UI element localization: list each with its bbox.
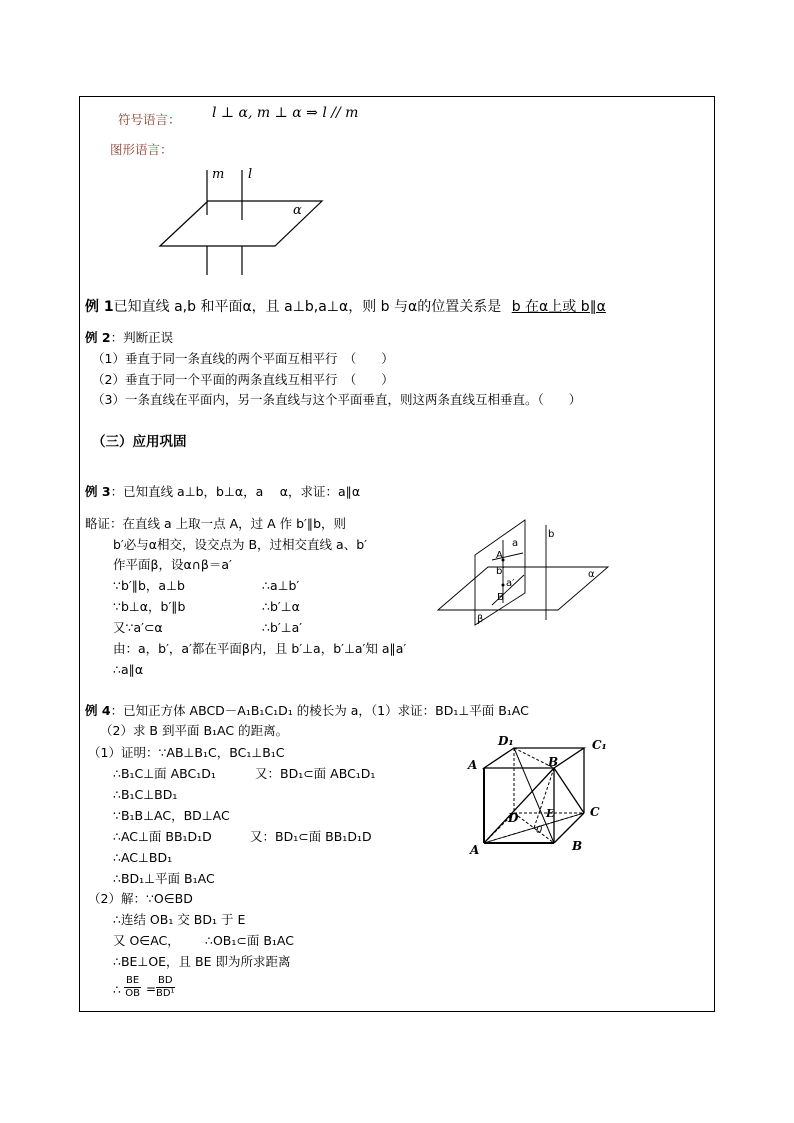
- ex3-proof-line: ∴a∥α: [113, 662, 144, 677]
- cube-label-D: D: [508, 811, 519, 825]
- example1-text: 已知直线 a,b 和平面α，且 a⊥b,a⊥α，则 b 与α的位置关系是: [113, 299, 502, 315]
- line-l-label: l: [248, 167, 253, 182]
- ex4-proof-line: ∴AC⊥面 BB₁D₁D: [113, 829, 212, 844]
- figure-language-label: 图形语言：: [110, 142, 173, 157]
- cube-label-E: E: [546, 807, 555, 820]
- ex3-proof-line: 作平面β，设α∩β＝a′: [113, 557, 232, 572]
- ex3-proof-line: ∵b⊥α，b′∥b: [113, 599, 186, 614]
- equals-sign: =: [146, 982, 157, 996]
- fig-aprime-label: a′: [506, 578, 515, 589]
- example3-statement: 例 3：已知直线 a⊥b，b⊥α，a α，求证：a∥α: [85, 484, 361, 499]
- example2-item-2: （2）垂直于同一个平面的两条直线互相平行 （ ）: [92, 372, 394, 387]
- line-m-label: m: [212, 167, 225, 182]
- ex3-proof-line: b′必与α相交，设交点为 B，过相交直线 a、b′: [113, 537, 367, 552]
- ex4-proof-line: 又：BD₁⊂面 BB₁D₁D: [250, 829, 372, 844]
- fig-alpha-label: α: [588, 569, 595, 580]
- ex3-proof-line: 略证：在直线 a 上取一点 A，过 A 作 b′∥b，则: [85, 516, 347, 531]
- cube-label-C: C: [590, 805, 600, 819]
- example2-item-1: （1）垂直于同一条直线的两个平面互相平行 （ ）: [92, 351, 394, 366]
- example1: [85, 299, 606, 315]
- ex3-proof-line: ∴a⊥b′: [262, 578, 300, 593]
- example2-item-3: （3）一条直线在平面内，另一条直线与这个平面垂直，则这两条直线互相垂直。（ ）: [92, 392, 582, 407]
- example2-title: 例 2：判断正误: [85, 330, 174, 345]
- ex3-proof-line: ∴b′⊥α: [262, 599, 300, 614]
- fig-A-label: A: [496, 550, 503, 561]
- fig-b-label: b: [548, 529, 555, 540]
- fig-beta-label: β: [477, 614, 484, 625]
- parallel-lines-diagram: [150, 165, 340, 280]
- example4-statement: 例 4：已知正方体 ABCD－A₁B₁C₁D₁ 的棱长为 a，（1）求证：BD₁⊥平面 B₁AC: [85, 703, 529, 718]
- example4-part2: （2）求 B 到平面 B₁AC 的距离。: [100, 723, 289, 738]
- ex4-proof-line: 又 O∈AC，: [113, 933, 180, 948]
- ex3-proof-line: ∵b′∥b，a⊥b: [113, 578, 185, 593]
- ex4-proof-line: ∴AC⊥BD₁: [113, 850, 173, 865]
- section3-heading: （三）应用巩固: [92, 434, 187, 450]
- ex3-proof-line: 又∵a′⊂α: [113, 620, 163, 635]
- example4-label: 例 4: [85, 703, 111, 718]
- cube-label-O: 0: [536, 825, 543, 836]
- ex4-proof-line: ∴B₁C⊥BD₁: [113, 787, 178, 802]
- ex3-proof-line: ∴b′⊥a′: [262, 620, 303, 635]
- fraction-be-ob: $\frac{BE}{OB}$: [125, 975, 140, 999]
- ex4-proof-line: ∴BE⊥OE，且 BE 即为所求距离: [113, 954, 291, 969]
- symbol-formula: l ⊥ α, m ⊥ α ⇒ l // m: [212, 105, 359, 121]
- fraction-bd-bd1: $\frac{BD}{\text{BD¹}}$: [156, 975, 175, 999]
- ex4-therefore: ∴: [113, 982, 121, 997]
- fig-bprime-label: b′: [496, 566, 505, 577]
- ex4-proof-line: 又：BD₁⊂面 ABC₁D₁: [255, 766, 376, 781]
- example1-answer: b 在α上或 b∥α: [511, 299, 606, 315]
- fig-B-label: B: [497, 592, 504, 603]
- ex4-proof-line: ∴B₁C⊥面 ABC₁D₁: [113, 766, 216, 781]
- ex4-proof-line: （1）证明：∵AB⊥B₁C，BC₁⊥B₁C: [88, 745, 285, 760]
- symbol-language-label: 符号语言：: [118, 112, 181, 127]
- ex3-proof-line: 由：a，b′，a′都在平面β内，且 b′⊥a，b′⊥a′知 a∥a′: [113, 641, 407, 656]
- fig-a-label: a: [512, 538, 519, 549]
- cube-label-B: B: [572, 839, 583, 853]
- example1-label: 例 1: [85, 299, 114, 315]
- ex4-proof-line: ∴OB₁⊂面 B₁AC: [205, 933, 294, 948]
- ex4-proof-line: （2）解：∵O∈BD: [88, 891, 193, 906]
- example2-label: 例 2: [85, 330, 111, 345]
- cube-label-D1: D₁: [498, 734, 514, 748]
- ex4-proof-line: ∴连结 OB₁ 交 BD₁ 于 E: [113, 912, 246, 927]
- cube-label-A: A: [470, 843, 480, 857]
- cube-label-A1: A: [468, 758, 478, 772]
- example3-label: 例 3: [85, 484, 111, 499]
- ex4-proof-line: ∵B₁B⊥AC，BD⊥AC: [113, 808, 230, 823]
- cube-label-C1: C₁: [592, 738, 607, 752]
- ex4-proof-line: ∴BD₁⊥平面 B₁AC: [113, 871, 215, 886]
- plane-alpha-label: α: [293, 203, 302, 218]
- cube-label-B1: B: [548, 755, 559, 769]
